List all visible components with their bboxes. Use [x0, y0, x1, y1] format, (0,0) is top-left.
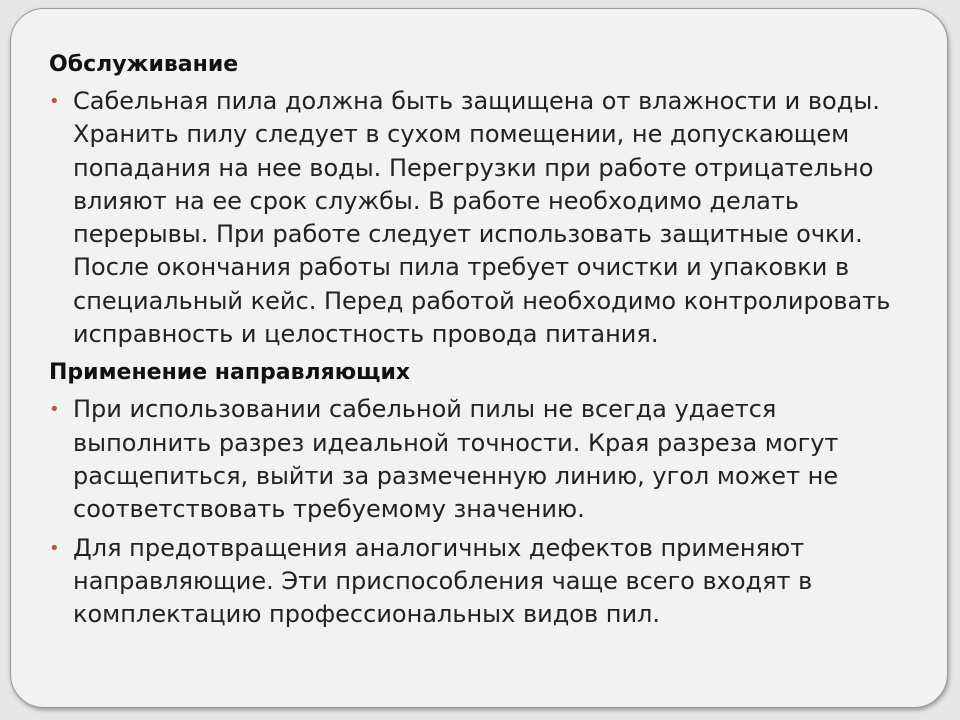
bullet-item [49, 393, 919, 526]
bullet-dot-icon: • [49, 537, 60, 559]
bullet-text: При использовании сабельной пилы не всегда удается выполнить разрез идеальной точности. Края разреза могут расщепиться, выйти за размеченную линию, угол может не соответствовать требуемому значению. [73, 395, 839, 524]
bullet-item [49, 85, 919, 351]
bullet-item [49, 532, 919, 632]
section-heading-maintenance: Обслуживание [49, 52, 239, 77]
section-heading-guides: Применение направляющих [49, 360, 411, 386]
bullet-dot-icon: • [49, 399, 60, 421]
bullet-text: Для предотвращения аналогичных дефектов применяют направляющие. Эти приспособления чаще всего входят в комплектацию профессиональных видов пил. [73, 533, 813, 629]
bullet-dot-icon: • [49, 91, 60, 112]
bullet-text: Сабельная пила должна быть защищена от влажности и воды. Хранить пилу следует в сухом помещении, не допускающем попадания на нее воды. Перегрузки при работе отрицательно влияют на ее срок службы. В работе необходимо делать перерывы. При работе следует использовать защитные очки. После окончания работы пила требует очистки и упаковки в специальный кейс. Перед работой необходимо контролировать исправность и целостность провода питания. [73, 87, 891, 349]
slide [10, 8, 948, 708]
slide-content [49, 49, 919, 631]
